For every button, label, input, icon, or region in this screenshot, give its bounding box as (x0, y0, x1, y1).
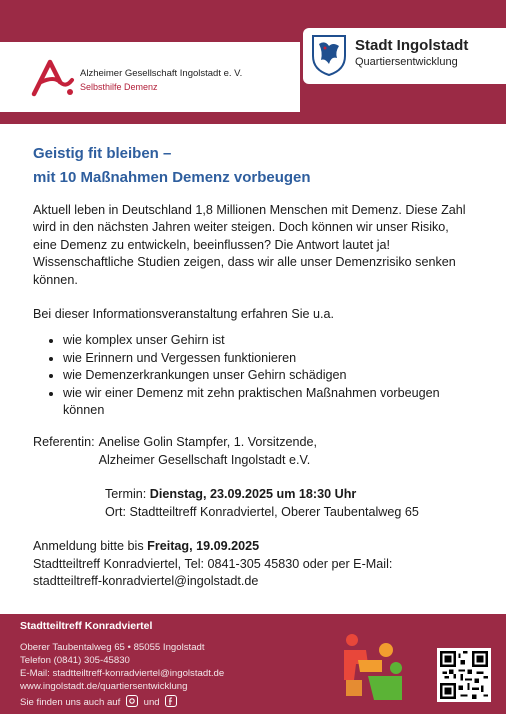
title-line-2: mit 10 Maßnahmen Demenz vorbeugen (33, 169, 311, 186)
contact-email[interactable]: stadtteiltreff-konradviertel@ingolstadt.de (33, 573, 259, 588)
footer-title: Stadtteiltreff Konradviertel (20, 620, 153, 632)
info-intro: Bei dieser Informationsveranstaltung erfahren Sie u.a. (33, 307, 335, 322)
footer-phone: Telefon (0841) 305-45830 (20, 655, 130, 666)
org-name: Alzheimer Gesellschaft Ingolstadt e. V. (80, 68, 243, 79)
city-logo-box (303, 28, 506, 84)
event-details (33, 486, 473, 521)
speaker-info (33, 434, 473, 469)
footer-web[interactable]: www.ingolstadt.de/quartiersentwicklung (20, 681, 188, 692)
footer-address: Oberer Taubentalweg 65 • 85055 Ingolstadt (20, 642, 205, 653)
facebook-icon[interactable] (165, 695, 177, 707)
social-and: und (143, 697, 160, 708)
list-item: • wie Erinnern und Vergessen funktionieren (63, 350, 473, 367)
footer-social (20, 695, 180, 708)
alzheimer-logo-icon (30, 58, 76, 98)
panther-crest-icon (311, 34, 347, 76)
qr-code[interactable] (437, 648, 491, 702)
people-figures-icon (338, 630, 410, 702)
page-title (33, 142, 311, 190)
title-line-1: Geistig fit bleiben – (33, 145, 172, 162)
speaker-name: Anelise Golin Stampfer, 1. Vorsitzende, (98, 435, 318, 450)
date-label: Termin: (105, 487, 150, 502)
list-item: • wie Demenzerkrankungen unser Gehirn schädigen (63, 367, 473, 384)
registration-date: Freitag, 19.09.2025 (147, 539, 260, 554)
instagram-icon[interactable] (126, 695, 138, 707)
registration-label: Anmeldung bitte bis (33, 539, 148, 554)
contact-line: Stadtteiltreff Konradviertel, Tel: 0841-305 45830 oder per E-Mail: (33, 556, 393, 571)
speaker-org: Alzheimer Gesellschaft Ingolstadt e.V. (98, 452, 311, 467)
event-date: Dienstag, 23.09.2025 um 18:30 Uhr (149, 487, 357, 502)
registration-info (33, 538, 473, 590)
list-item: • wie komplex unser Gehirn ist (63, 332, 473, 349)
speaker-label: Referentin: (33, 435, 95, 450)
footer-email[interactable]: E-Mail: stadtteiltreff-konradviertel@ingolstadt.de (20, 668, 225, 679)
city-title: Stadt Ingolstadt (355, 37, 469, 54)
social-prefix: Sie finden uns auch auf (20, 697, 121, 708)
event-location: Ort: Stadtteiltreff Konradviertel, Oberer Taubentalweg 65 (105, 504, 419, 519)
main-content (33, 202, 473, 590)
footer (0, 614, 506, 714)
topic-list (33, 332, 473, 419)
list-item: • wie wir einer Demenz mit zehn praktischen Maßnahmen vorbeugen können (63, 385, 473, 420)
city-subtitle: Quartiersentwicklung (355, 56, 458, 68)
intro-paragraph: Aktuell leben in Deutschland 1,8 Millionen Menschen mit Demenz. Diese Zahl wird in den nächsten Jahren weiter steigen. Doch können wir unser Risiko, eine Demenz zu entwickeln, beeinflussen? Die Antwort lautet ja! Wissenschaftliche Studien zeigen, dass wir alle unser Demenzrisiko senken können. (33, 203, 466, 287)
org-subtitle: Selbsthilfe Demenz (80, 82, 158, 92)
